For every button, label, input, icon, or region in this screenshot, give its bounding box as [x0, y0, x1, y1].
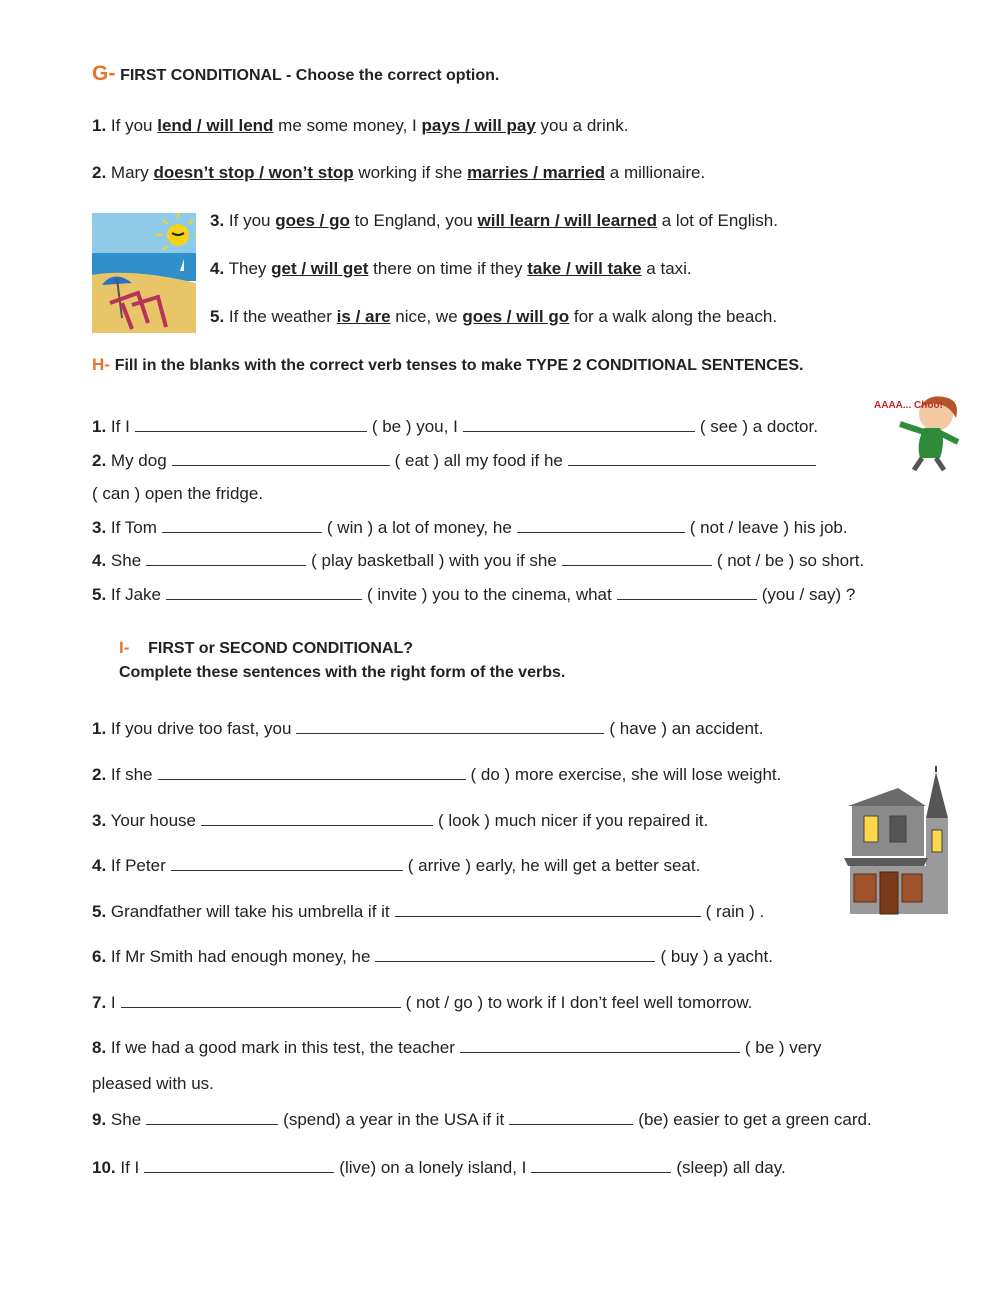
section-g-heading	[92, 62, 499, 86]
item-text: ( not / be ) so short.	[716, 551, 865, 570]
i-item-9	[92, 1110, 872, 1130]
answer-blank[interactable]	[517, 519, 685, 533]
item-text: If you drive too fast, you	[110, 719, 292, 738]
answer-blank[interactable]	[166, 586, 362, 600]
item-text: (spend) a year in the USA if it	[283, 1110, 505, 1129]
item-text: If you	[228, 211, 271, 230]
item-text: I	[110, 993, 116, 1012]
i-item-4	[92, 856, 700, 876]
i-item-10	[92, 1158, 786, 1178]
item-number: 5.	[210, 307, 225, 326]
section-title: Fill in the blanks with the correct verb tenses to make TYPE 2 CONDITIONAL SENTENCES.	[114, 357, 804, 374]
item-text: If she	[110, 765, 153, 784]
item-text: pleased with us.	[92, 1074, 214, 1093]
item-number: 2.	[92, 451, 107, 470]
item-number: 4.	[92, 551, 107, 570]
item-text: you a drink.	[540, 116, 629, 135]
option-choice[interactable]: marries / married	[467, 163, 606, 182]
item-text: If you	[110, 116, 153, 135]
item-text: My dog	[110, 451, 167, 470]
h-item-2	[92, 451, 821, 471]
item-text: If we had a good mark in this test, the teacher	[110, 1038, 455, 1057]
i-item-2	[92, 765, 781, 785]
answer-blank[interactable]	[463, 418, 695, 432]
h-item-4	[92, 551, 864, 571]
g-item-5	[210, 307, 777, 327]
item-text: ( see ) a doctor.	[699, 417, 818, 436]
answer-blank[interactable]	[144, 1159, 334, 1173]
answer-blank[interactable]	[531, 1159, 671, 1173]
section-subtitle: Complete these sentences with the right form of the verbs.	[119, 664, 566, 681]
item-text: a taxi.	[646, 259, 692, 278]
answer-blank[interactable]	[562, 552, 712, 566]
item-text: If I	[120, 1158, 140, 1177]
option-choice[interactable]: get / will get	[271, 259, 369, 278]
section-title: FIRST or SECOND CONDITIONAL?	[148, 640, 414, 657]
item-text: Grandfather will take his umbrella if it	[110, 902, 390, 921]
h-item-3	[92, 518, 848, 538]
section-letter: G-	[92, 62, 116, 85]
item-number: 2.	[92, 163, 107, 182]
answer-blank[interactable]	[460, 1039, 740, 1053]
item-text: ( eat ) all my food if he	[394, 451, 563, 470]
section-i-heading	[119, 638, 413, 658]
item-text: nice, we	[395, 307, 458, 326]
item-number: 4.	[210, 259, 225, 278]
item-text: me some money, I	[278, 116, 417, 135]
answer-blank[interactable]	[617, 586, 757, 600]
item-text: If Mr Smith had enough money, he	[110, 947, 371, 966]
answer-blank[interactable]	[509, 1111, 633, 1125]
answer-blank[interactable]	[158, 766, 466, 780]
item-text: If Tom	[110, 518, 157, 537]
answer-blank[interactable]	[146, 552, 306, 566]
item-text: ( not / leave ) his job.	[689, 518, 848, 537]
item-text: If I	[110, 417, 130, 436]
option-choice[interactable]: doesn’t stop / won’t stop	[153, 163, 354, 182]
answer-blank[interactable]	[172, 452, 390, 466]
item-text: ( be ) you, I	[371, 417, 458, 436]
sneeze-bubble: AAAA... Choo!	[874, 400, 943, 411]
h-item-5	[92, 585, 855, 605]
item-text: ( can ) open the fridge.	[92, 484, 264, 503]
item-number: 9.	[92, 1110, 107, 1129]
item-number: 2.	[92, 765, 107, 784]
item-number: 4.	[92, 856, 107, 875]
item-text: ( buy ) a yacht.	[660, 947, 773, 966]
g-item-1	[92, 116, 628, 136]
item-text: ( arrive ) early, he will get a better seat.	[407, 856, 701, 875]
answer-blank[interactable]	[375, 948, 655, 962]
option-choice[interactable]: is / are	[336, 307, 391, 326]
i-item-1	[92, 719, 763, 739]
item-text: there on time if they	[373, 259, 523, 278]
item-number: 1.	[92, 116, 107, 135]
answer-blank[interactable]	[568, 452, 816, 466]
answer-blank[interactable]	[395, 903, 701, 917]
section-letter: I-	[119, 638, 130, 657]
item-text: ( be ) very	[744, 1038, 822, 1057]
section-title: FIRST CONDITIONAL - Choose the correct option.	[120, 67, 500, 84]
item-text: ( have ) an accident.	[609, 719, 764, 738]
item-text: a lot of English.	[661, 211, 778, 230]
item-text: ( look ) much nicer if you repaired it.	[438, 811, 709, 830]
item-text: ( play basketball ) with you if she	[311, 551, 557, 570]
item-number: 6.	[92, 947, 107, 966]
item-text: for a walk along the beach.	[573, 307, 778, 326]
item-text: Mary	[110, 163, 149, 182]
i-item-6	[92, 947, 773, 967]
answer-blank[interactable]	[146, 1111, 278, 1125]
item-text: ( rain ) .	[705, 902, 765, 921]
answer-blank[interactable]	[201, 812, 433, 826]
beach-icon	[92, 213, 196, 333]
item-number: 1.	[92, 417, 107, 436]
item-text: to England, you	[354, 211, 473, 230]
item-number: 8.	[92, 1038, 107, 1057]
item-text: If Peter	[110, 856, 166, 875]
item-text: ( invite ) you to the cinema, what	[367, 585, 612, 604]
house-icon	[840, 766, 952, 918]
section-letter: H-	[92, 355, 110, 374]
item-number: 5.	[92, 585, 107, 604]
i-item-7	[92, 993, 752, 1013]
item-text: a millionaire.	[609, 163, 706, 182]
i-item-3	[92, 811, 708, 831]
item-number: 3.	[92, 811, 107, 830]
g-item-3	[210, 211, 778, 231]
item-text: working if she	[358, 163, 463, 182]
item-text: They	[228, 259, 267, 278]
option-choice[interactable]: take / will take	[527, 259, 642, 278]
option-choice[interactable]: pays / will pay	[421, 116, 536, 135]
answer-blank[interactable]	[121, 994, 401, 1008]
sneezing-boy-icon	[868, 388, 976, 472]
item-text: (live) on a lonely island, I	[339, 1158, 527, 1177]
item-text: ( do ) more exercise, she will lose weight.	[470, 765, 782, 784]
item-number: 1.	[92, 719, 107, 738]
answer-blank[interactable]	[135, 418, 367, 432]
item-number: 3.	[92, 518, 107, 537]
g-item-4	[210, 259, 692, 279]
item-text: (be) easier to get a green card.	[638, 1110, 872, 1129]
option-choice[interactable]: goes / will go	[462, 307, 570, 326]
h-item-2-continued	[92, 484, 263, 504]
item-text: If the weather	[228, 307, 332, 326]
option-choice[interactable]: goes / go	[275, 211, 350, 230]
answer-blank[interactable]	[162, 519, 322, 533]
g-item-2	[92, 163, 705, 183]
h-item-1	[92, 417, 818, 437]
item-number: 7.	[92, 993, 107, 1012]
item-text: (sleep) all day.	[676, 1158, 786, 1177]
item-text: She	[110, 551, 142, 570]
i-item-8-continued	[92, 1074, 214, 1094]
option-choice[interactable]: lend / will lend	[157, 116, 274, 135]
item-number: 10.	[92, 1158, 116, 1177]
section-i-subtitle	[119, 662, 565, 682]
option-choice[interactable]: will learn / will learned	[477, 211, 658, 230]
section-h-heading	[92, 355, 803, 375]
answer-blank[interactable]	[171, 857, 403, 871]
answer-blank[interactable]	[296, 720, 604, 734]
item-number: 5.	[92, 902, 107, 921]
item-text: ( win ) a lot of money, he	[326, 518, 512, 537]
item-text: She	[110, 1110, 142, 1129]
item-number: 3.	[210, 211, 225, 230]
item-text: (you / say) ?	[761, 585, 856, 604]
item-text: ( not / go ) to work if I don’t feel well tomorrow.	[405, 993, 753, 1012]
i-item-8	[92, 1038, 821, 1058]
item-text: Your house	[110, 811, 196, 830]
item-text: If Jake	[110, 585, 162, 604]
i-item-5	[92, 902, 764, 922]
